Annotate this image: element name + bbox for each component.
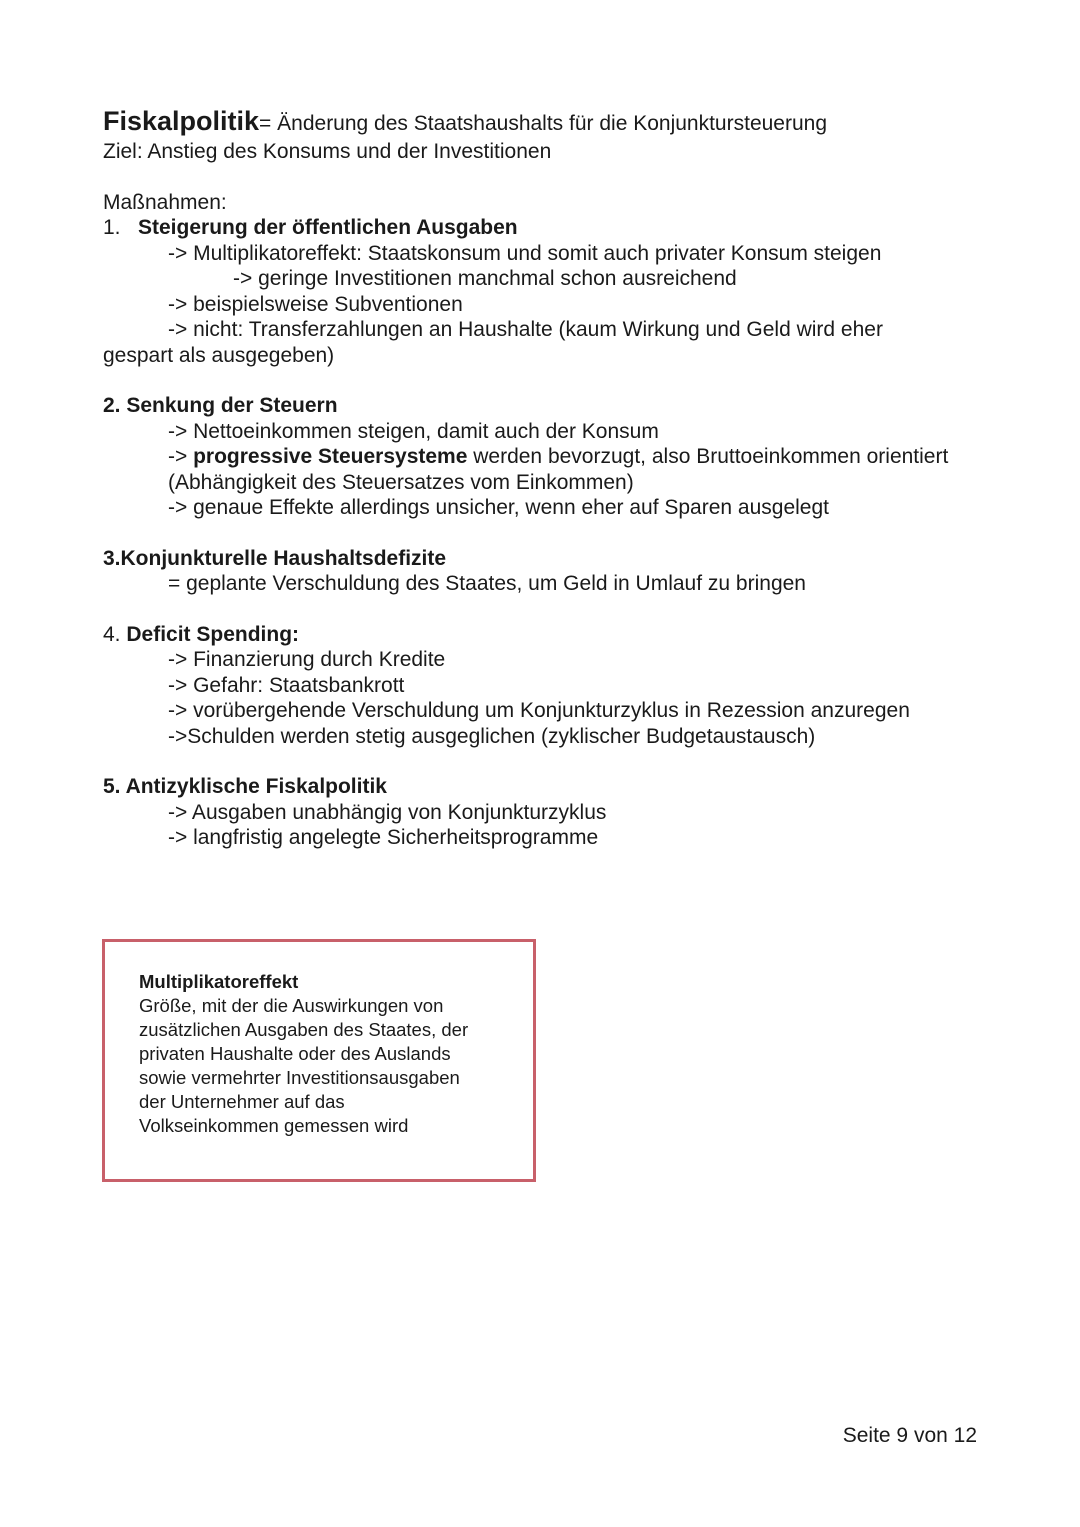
- definition-box-content: [139, 970, 529, 1138]
- measure-2-line-2: [103, 444, 1003, 470]
- measure-2-heading: [103, 393, 1003, 419]
- arrow-prefix: ->: [168, 445, 194, 468]
- measures-label: Maßnahmen:: [103, 190, 227, 214]
- measure-4-line-1: -> Finanzierung durch Kredite: [168, 648, 446, 671]
- measure-1-line-2: -> geringe Investitionen manchmal schon ausreichend: [233, 267, 737, 290]
- measure-2-line-2-rest: werden bevorzugt, also Bruttoeinkommen orientiert: [467, 445, 949, 468]
- measure-3-line-1: = geplante Verschuldung des Staates, um Geld in Umlauf zu bringen: [168, 572, 806, 595]
- measure-2-line-3: (Abhängigkeit des Steuersatzes vom Einkommen): [168, 470, 634, 494]
- definition-line: der Unternehmer auf das: [139, 1091, 345, 1112]
- page-title: [103, 106, 1003, 139]
- measure-4-line-4: ->Schulden werden stetig ausgeglichen (zyklischer Budgetaustausch): [168, 724, 816, 748]
- document-body: [103, 106, 1003, 851]
- measure-2-line-1: -> Nettoeinkommen steigen, damit auch der Konsum: [168, 419, 659, 443]
- measure-4-heading: [103, 622, 1003, 648]
- definition-box: [102, 939, 536, 1182]
- progressive-tax-term: progressive Steuersysteme: [193, 445, 468, 468]
- measure-2-line-4: -> genaue Effekte allerdings unsicher, wenn eher auf Sparen ausgelegt: [168, 496, 829, 519]
- definition-line: Volkseinkommen gemessen wird: [139, 1115, 409, 1136]
- measure-5-title: 5. Antizyklische Fiskalpolitik: [103, 775, 387, 798]
- definition-line: privaten Haushalte oder des Auslands: [139, 1043, 451, 1064]
- title-term: Fiskalpolitik: [103, 106, 260, 136]
- measure-4-number: 4.: [103, 622, 127, 646]
- measure-2-title: 2. Senkung der Steuern: [103, 394, 338, 417]
- measure-4-line-3: -> vorübergehende Verschuldung um Konjunkturzyklus in Rezession anzuregen: [168, 699, 910, 722]
- measure-1-line-4-cont: gespart als ausgegeben): [103, 343, 335, 367]
- measure-1-line-4: -> nicht: Transferzahlungen an Haushalte (kaum Wirkung und Geld wird eher: [168, 318, 883, 341]
- measure-1-line-1: -> Multiplikatoreffekt: Staatskonsum und somit auch privater Konsum steigen: [168, 241, 882, 265]
- measure-5-line-1: -> Ausgaben unabhängig von Konjunkturzyklus: [168, 800, 607, 824]
- measure-5-heading: [103, 774, 1003, 800]
- page-number: Seite 9 von 12: [842, 1424, 977, 1447]
- measure-4-title: Deficit Spending:: [126, 622, 300, 646]
- definition-line: zusätzlichen Ausgaben des Staates, der: [139, 1019, 469, 1040]
- definition-box-title: Multiplikatoreffekt: [139, 971, 299, 992]
- definition-line: Größe, mit der die Auswirkungen von: [139, 995, 444, 1016]
- definition-line: sowie vermehrter Investitionsausgaben: [139, 1067, 460, 1088]
- measure-1-line-3: -> beispielsweise Subventionen: [168, 292, 463, 316]
- measure-1-number: 1.: [103, 216, 121, 239]
- title-definition: = Änderung des Staatshaushalts für die Konjunktursteuerung: [259, 112, 828, 135]
- measure-3-title: 3.Konjunkturelle Haushaltsdefizite: [103, 546, 447, 570]
- measure-3-heading: [103, 546, 1003, 572]
- measure-5-line-2: -> langfristig angelegte Sicherheitsprogramme: [168, 826, 599, 849]
- measure-1-heading: [103, 215, 1003, 241]
- measure-1-title: Steigerung der öffentlichen Ausgaben: [138, 216, 518, 239]
- measure-4-line-2: -> Gefahr: Staatsbankrott: [168, 673, 405, 697]
- goal-line: Ziel: Anstieg des Konsums und der Investitionen: [103, 140, 552, 163]
